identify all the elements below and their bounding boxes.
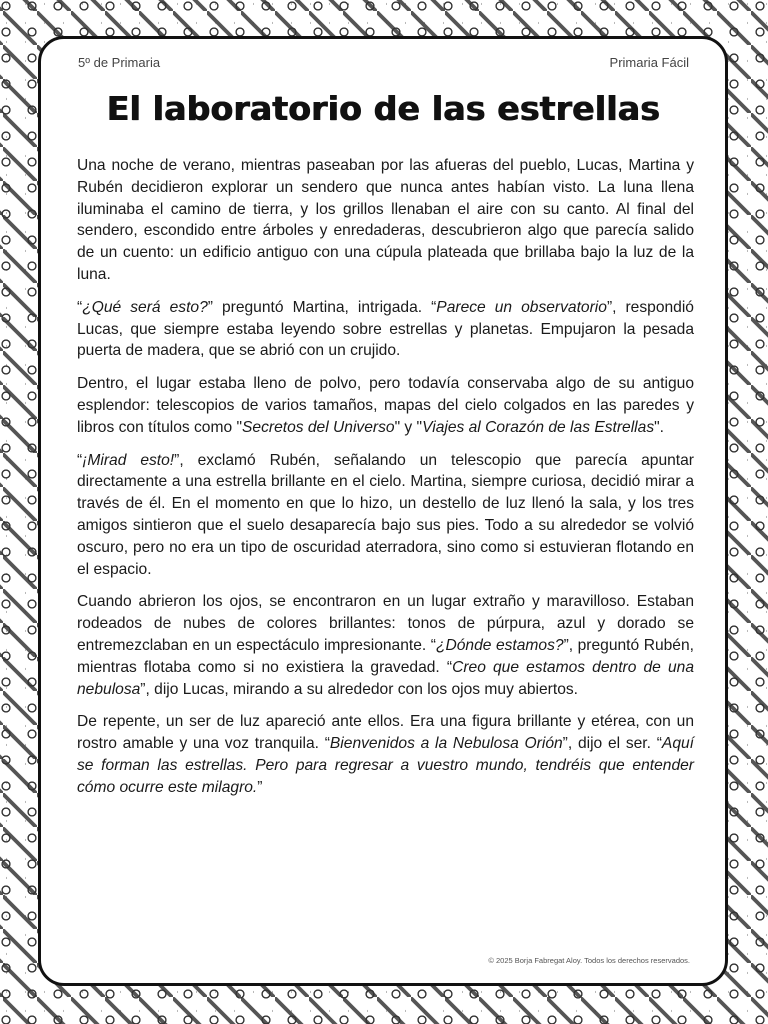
italic-text: Secretos del Universo [242, 418, 395, 436]
text-run: ". [654, 418, 664, 436]
story-text [77, 155, 694, 810]
italic-text: Parece un observatorio [436, 298, 607, 316]
story-paragraph [77, 155, 694, 286]
text-run: Cuando abrieron los ojos, se encontraron en un lugar extraño y maravilloso. Estaban rodeados de nubes de colores brillantes: tonos de púrpura, azul y dorado se entremezclaban en un espectáculo impresionante. “ [77, 593, 694, 654]
italic-text: ¡Mirad esto! [82, 451, 175, 469]
story-paragraph [77, 450, 694, 581]
grade-label: 5º de Primaria [78, 55, 161, 70]
copyright-notice: © 2025 Borja Fabregat Aloy. Todos los derechos reservados. [488, 956, 690, 965]
story-paragraph [77, 373, 694, 438]
text-run: Una noche de verano, mientras paseaban por las afueras del pueblo, Lucas, Martina y Rubén decidieron explorar un sendero que nunca antes habían visto. La luna llena iluminaba el camino de tierra, y los grillos llenaban el aire con su canto. Al final del sendero, escondido entre árboles y enredaderas, descubrieron algo que parecía salido de un cuento: un edificio antiguo con una cúpula plateada que brillaba bajo la luz de la luna. [77, 157, 694, 283]
story-paragraph [77, 297, 694, 362]
text-run: ”, preguntó Rubén, mientras flotaba como si no existiera la gravedad. “ [77, 636, 694, 676]
text-run: “ [77, 451, 83, 469]
text-run: De repente, un ser de luz apareció ante ellos. Era una figura brillante y etérea, con un rostro amable y una voz tranquila. “ [77, 713, 694, 753]
italic-text: Creo que estamos dentro de una nebulosa [77, 658, 694, 698]
page-title: El laboratorio de las estrellas [106, 89, 660, 128]
italic-text: Bienvenidos a la Nebulosa Orión [329, 735, 563, 753]
level-label: Primaria Fácil [609, 55, 689, 70]
text-run: ” preguntó Martina, intrigada. “ [207, 298, 437, 316]
italic-text: ¿Qué será esto? [82, 298, 208, 316]
text-run: “ [77, 298, 83, 316]
italic-text: Viajes al Corazón de las Estrellas [422, 418, 655, 436]
italic-text: Aquí se forman las estrellas. Pero para regresar a vuestro mundo, tendréis que entender cómo ocurre este milagro. [77, 735, 695, 796]
story-paragraph [77, 711, 694, 798]
italic-text: ¿Dónde estamos? [435, 636, 564, 654]
story-paragraph [77, 591, 694, 700]
text-run: ”, dijo Lucas, mirando a su alrededor con los ojos muy abiertos. [140, 680, 579, 698]
text-run: ” [257, 778, 263, 796]
text-run: Dentro, el lugar estaba lleno de polvo, pero todavía conservaba algo de su antiguo esplendor: telescopios de varios tamaños, mapas del cielo colgados en las paredes y libros con títulos como " [77, 375, 694, 436]
worksheet-page [38, 36, 728, 986]
text-run: ”, dijo el ser. “ [562, 735, 662, 753]
text-run: ”, respondió Lucas, que siempre estaba leyendo sobre estrellas y planetas. Empujaron la pesada puerta de madera, que se abrió con un crujido. [77, 298, 694, 360]
text-run: " y " [394, 418, 423, 436]
text-run: ”, exclamó Rubén, señalando un telescopio que parecía apuntar directamente a una estrella brillante en el cielo. Martina, siempre curiosa, decidió mirar a través de él. En el momento en que lo hizo, un destello de luz llenó la sala, y los tres amigos sintieron que el suelo desaparecía bajo sus pies. Todo a su alrededor se volvió oscuro, pero no era un tipo de oscuridad aterradora, sino como si estuvieran flotando en el espacio. [77, 451, 694, 578]
